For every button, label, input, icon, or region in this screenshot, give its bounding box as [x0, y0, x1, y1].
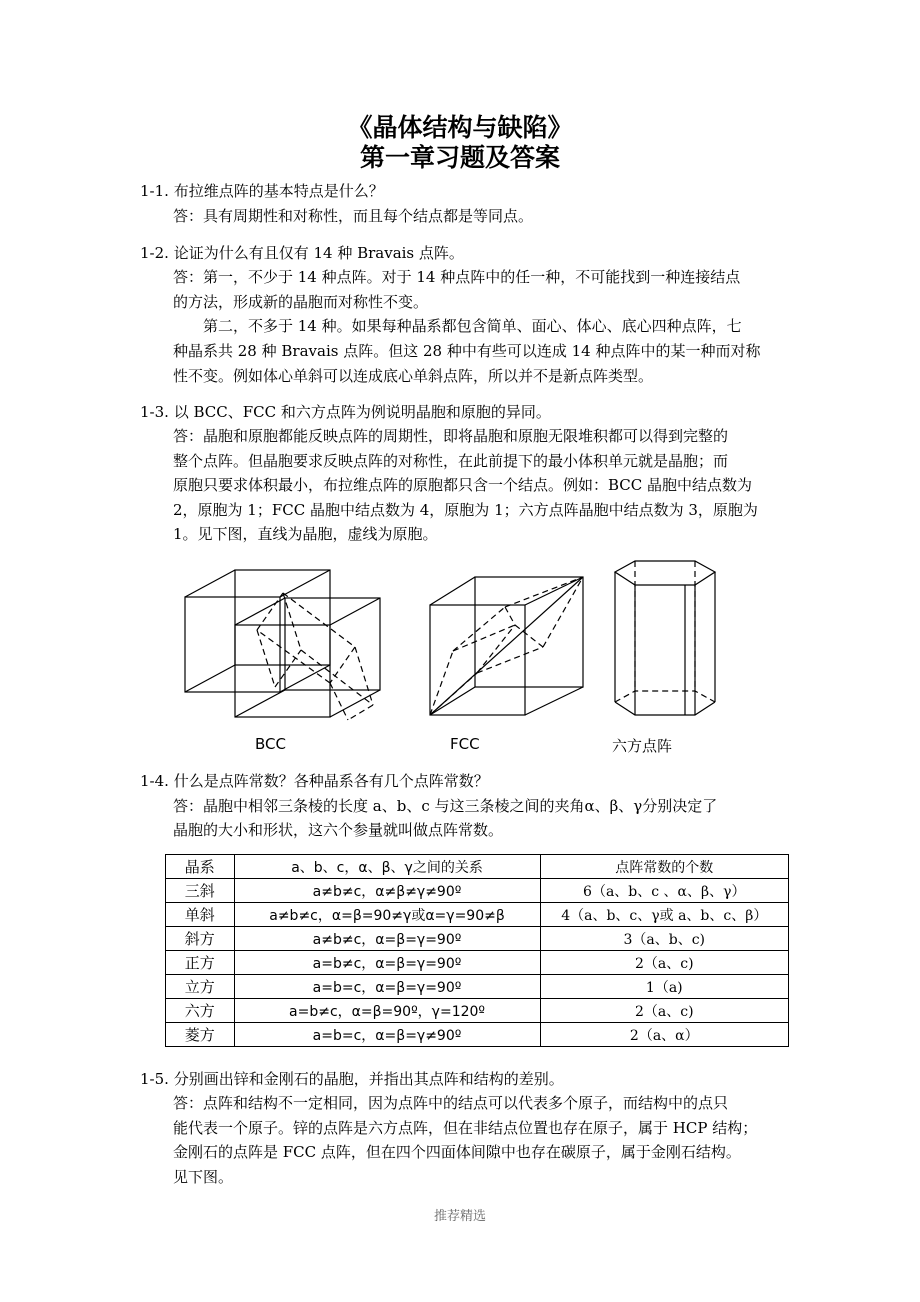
answer-1-4-line: 答：晶胞中相邻三条棱的长度 a、b、c 与这三条棱之间的夹角α、β、γ分别决定了: [173, 797, 718, 815]
table-header-cell: 点阵常数的个数: [540, 855, 788, 879]
table-cell: a=b≠c，α=β=90º，γ=120º: [234, 999, 540, 1023]
table-cell: a=b=c，α=β=γ=90º: [234, 975, 540, 999]
hexagonal-caption: 六方点阵: [612, 737, 673, 755]
table-cell: 4（a、b、c、γ或 a、b、c、β）: [540, 903, 788, 927]
answer-1-2-line: 答：第一，不少于 14 种点阵。对于 14 种点阵中的任一种，不可能找到一种连接结点: [173, 268, 741, 286]
table-cell: 6（a、b、c 、α、β、γ）: [540, 879, 788, 903]
answer-1-2-line: 的方法，形成新的晶胞而对称性不变。: [173, 293, 429, 311]
table-row: [166, 975, 789, 999]
hexagonal-diagram: [615, 561, 715, 715]
answer-1-4-line: 晶胞的大小和形状，这六个参量就叫做点阵常数。: [173, 821, 504, 839]
table-header-cell: a、b、c，α、β、γ之间的关系: [234, 855, 540, 879]
table-cell: 菱方: [166, 1023, 235, 1047]
table-header-row: [166, 855, 789, 879]
bcc-diagram: [185, 570, 380, 720]
table-cell: 三斜: [166, 879, 235, 903]
question-1-4: 1-4. 什么是点阵常数？各种晶系各有几个点阵常数？: [140, 772, 489, 790]
chapter-title: 第一章习题及答案: [359, 143, 560, 172]
table-cell: a≠b≠c，α≠β≠γ≠90º: [234, 879, 540, 903]
table-cell: 2（a、c): [540, 999, 788, 1023]
answer-1-2-line: 第二，不多于 14 种。如果每种晶系都包含简单、面心、体心、底心四种点阵，七: [203, 317, 742, 335]
table-row: [166, 999, 789, 1023]
answer-1-5-line: 能代表一个原子。锌的点阵是六方点阵，但在非结点位置也存在原子，属于 HCP 结构；: [173, 1119, 758, 1137]
page-footer: 推荐精选: [433, 1209, 486, 1224]
table-cell: a=b≠c，α=β=γ=90º: [234, 951, 540, 975]
table-cell: 2（a、c): [540, 951, 788, 975]
table-cell: 3（a、b、c): [540, 927, 788, 951]
table-cell: 六方: [166, 999, 235, 1023]
fcc-diagram: [430, 577, 583, 715]
table-row: [166, 879, 789, 903]
answer-1-5-line: 答：点阵和结构不一定相同，因为点阵中的结点可以代表多个原子，而结构中的点只: [173, 1094, 729, 1112]
question-1-5: 1-5. 分别画出锌和金刚石的晶胞，并指出其点阵和结构的差别。: [140, 1070, 564, 1088]
question-1-1: 1-1. 布拉维点阵的基本特点是什么？: [140, 182, 384, 200]
answer-1-2-line: 性不变。例如体心单斜可以连成底心单斜点阵，所以并不是新点阵类型。: [173, 367, 654, 385]
table-cell: 斜方: [166, 927, 235, 951]
lattice-constants-table: [165, 854, 789, 1047]
question-1-3: 1-3. 以 BCC、FCC 和六方点阵为例说明晶胞和原胞的异同。: [140, 403, 551, 421]
table-cell: 2（a、α）: [540, 1023, 788, 1047]
answer-1-3-line: 2，原胞为 1；FCC 晶胞中结点数为 4，原胞为 1；六方点阵晶胞中结点数为 3，原胞为: [173, 501, 758, 519]
table-row: [166, 1023, 789, 1047]
answer-1-3-line: 原胞只要求体积最小，布拉维点阵的原胞都只含一个结点。例如：BCC 晶胞中结点数为: [173, 476, 753, 494]
answer-1-3-line: 答：晶胞和原胞都能反映点阵的周期性，即将晶胞和原胞无限堆积都可以得到完整的: [173, 427, 729, 445]
table-row: [166, 927, 789, 951]
table-row: [166, 951, 789, 975]
answer-1-1: 答：具有周期性和对称性，而且每个结点都是等同点。: [173, 207, 534, 225]
question-1-2: 1-2. 论证为什么有且仅有 14 种 Bravais 点阵。: [140, 244, 464, 262]
fcc-caption: FCC: [450, 735, 480, 753]
table-cell: a≠b≠c，α=β=γ=90º: [234, 927, 540, 951]
answer-1-3-line: 1。见下图，直线为晶胞，虚线为原胞。: [173, 525, 438, 543]
answer-1-5-line: 见下图。: [173, 1168, 234, 1186]
answer-1-5-line: 金刚石的点阵是 FCC 点阵，但在四个四面体间隙中也存在碳原子，属于金刚石结构。: [173, 1143, 741, 1161]
table-cell: 正方: [166, 951, 235, 975]
table-cell: 1（a): [540, 975, 788, 999]
document-title: 《晶体结构与缺陷》: [347, 113, 573, 142]
answer-1-2-line: 种晶系共 28 种 Bravais 点阵。但这 28 种中有些可以连成 14 种点阵中的某一种而对称: [173, 342, 761, 360]
table-cell: 单斜: [166, 903, 235, 927]
table-cell: a≠b≠c，α=β=90≠γ或α=γ=90≠β: [234, 903, 540, 927]
unit-cell-figure: [175, 555, 735, 725]
answer-1-3-line: 整个点阵。但晶胞要求反映点阵的对称性，在此前提下的最小体积单元就是晶胞；而: [173, 452, 729, 470]
table-row: [166, 903, 789, 927]
table-cell: a=b=c，α=β=γ≠90º: [234, 1023, 540, 1047]
table-header-cell: 晶系: [166, 855, 235, 879]
bcc-caption: BCC: [255, 735, 286, 753]
table-cell: 立方: [166, 975, 235, 999]
